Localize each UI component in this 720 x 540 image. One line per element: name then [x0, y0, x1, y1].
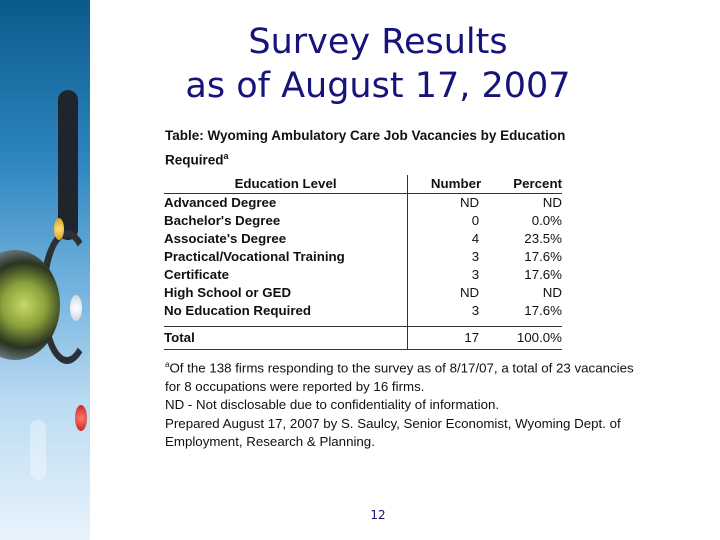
prepared-by-note: Prepared August 17, 2007 by S. Saulcy, Senior Economist, Wyoming Dept. of Employment, Research & Planning.: [165, 415, 621, 450]
decorative-dot-icon: [70, 295, 82, 321]
table-row: [164, 212, 562, 230]
cell-education-level: Associate's Degree: [164, 230, 408, 248]
table-caption: [165, 126, 615, 171]
cell-percent: 17.6%: [524, 267, 562, 282]
cell-education-level: Bachelor's Degree: [164, 212, 408, 230]
cell-percent: 17.6%: [524, 249, 562, 264]
table-row: [164, 248, 562, 266]
header-education-level: Education Level: [164, 175, 408, 194]
cell-percent: 23.5%: [524, 231, 562, 246]
cell-number: ND: [459, 195, 480, 210]
table-caption-text: Table: Wyoming Ambulatory Care Job Vacancies by Education Required: [165, 128, 566, 168]
cell-education-level: High School or GED: [164, 284, 408, 302]
cell-education-level: Practical/Vocational Training: [164, 248, 408, 266]
vacancies-table: [164, 175, 562, 350]
footnote-marker: a: [165, 360, 170, 369]
cell-percent: ND: [542, 285, 562, 300]
decorative-dot-icon: [75, 405, 87, 431]
cell-total-percent: 100.0%: [485, 327, 562, 350]
table-row: [164, 302, 562, 320]
table-total-row: [164, 327, 562, 350]
table-notes: [165, 356, 635, 452]
header-number: Number: [408, 175, 486, 194]
stethoscope-graphic: [0, 0, 90, 540]
cell-education-level: Certificate: [164, 266, 408, 284]
cell-education-level: No Education Required: [164, 302, 408, 320]
table-row: [164, 230, 562, 248]
cell-number: 3: [471, 303, 480, 318]
slide-title-line1: Survey Results: [248, 22, 508, 62]
decorative-dot-icon: [54, 218, 64, 240]
cell-education-level: Advanced Degree: [164, 194, 408, 213]
table-row: [164, 266, 562, 284]
table-caption-superscript: a: [223, 151, 229, 161]
nd-note: ND - Not disclosable due to confidentiality of information.: [165, 397, 500, 413]
table-row: [164, 194, 562, 213]
cell-percent: 17.6%: [524, 303, 562, 318]
decorative-glare: [30, 420, 46, 480]
cell-number: 4: [471, 231, 480, 246]
table-header-row: [164, 175, 562, 194]
table-row: [164, 284, 562, 302]
header-percent: Percent: [485, 175, 562, 194]
cell-percent: 0.0%: [531, 213, 562, 228]
cell-total-label: Total: [164, 327, 408, 350]
stethoscope-tube-icon: [58, 90, 78, 240]
slide-title: [150, 20, 606, 108]
cell-total-number: 17: [408, 327, 486, 350]
cell-number: ND: [459, 285, 480, 300]
footnote: [165, 356, 635, 396]
cell-number: 0: [471, 213, 480, 228]
cell-percent: ND: [542, 195, 562, 210]
cell-number: 3: [471, 249, 480, 264]
cell-number: 3: [471, 267, 480, 282]
footnote-text: Of the 138 firms responding to the survey as of 8/17/07, a total of 23 vacancies for 8 occupations were reported by 16 firms.: [165, 360, 634, 394]
page-number: 12: [370, 508, 386, 522]
slide-title-line2: as of August 17, 2007: [185, 66, 571, 106]
